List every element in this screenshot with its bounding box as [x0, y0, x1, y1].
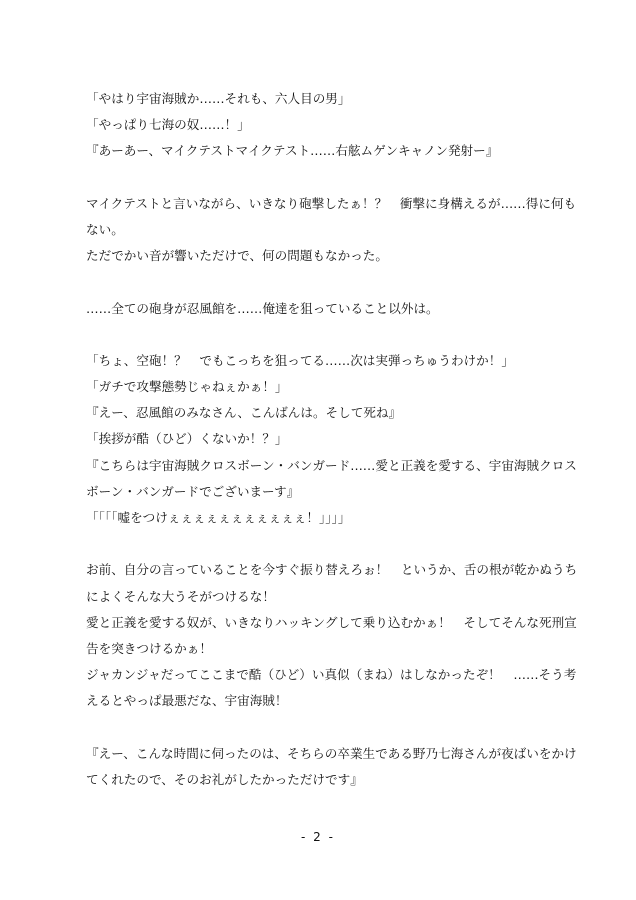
body-text [86, 86, 578, 793]
text-line: 『こちらは宇宙海賊クロスボーン・バンガード……愛と正義を愛する、宇宙海賊クロス [86, 457, 577, 473]
blank-line [86, 715, 556, 741]
text-line: 愛と正義を愛する奴が、いきなりハッキングして乗り込むかぁ！ そしてそんな死刑宣 [86, 614, 577, 630]
text-line: てくれたので、そのお礼がしたかっただけです』 [86, 771, 363, 787]
text-line: ただでかい音が響いただけで、何の問題もなかった。 [86, 248, 388, 264]
blank-line [86, 165, 556, 191]
blank-line [86, 322, 556, 348]
page-number: - 2 - [301, 830, 335, 844]
text-line: ない。 [86, 221, 124, 237]
text-line: 「ちょ、空砲！？ でもこっちを狙ってる……次は実弾っちゅうわけか！」 [86, 352, 514, 368]
text-line: 『えー、忍風館のみなさん、こんばんは。そして死ね』 [86, 405, 402, 421]
text-line: 『えー、こんな時間に伺ったのは、そちらの卒業生である野乃七海さんが夜ばいをかけ [86, 745, 577, 761]
text-line: 「「「「嘘をつけぇぇぇぇぇぇぇぇぇぇぇ！」」」」 [86, 510, 351, 525]
text-line: 「ガチで攻撃態勢じゃねぇかぁ！」 [86, 379, 288, 395]
text-line: ジャカンジャだってここまで酷（ひど）い真似（まね）はしなかったぞ！ ……そう考 [86, 667, 577, 683]
text-line: ボーン・バンガードでございまーす』 [86, 483, 300, 499]
text-line: えるとやっぱ最悪だな、宇宙海賊！ [86, 693, 288, 709]
text-line: 「やっぱり七海の奴……！」 [86, 117, 250, 133]
text-line: によくそんな大うそがつけるな！ [86, 588, 275, 604]
text-line: 「やはり宇宙海賊か……それも、六人目の男」 [86, 91, 351, 106]
text-line: ……全ての砲身が忍風館を……俺達を狙っていること以外は。 [86, 300, 439, 316]
text-line: お前、自分の言っていることを今すぐ振り替えろぉ！ というか、舌の根が乾かぬうち [86, 562, 578, 578]
text-line: マイクテストと言いながら、いきなり砲撃したぁ！？ 衝撃に身構えるが……得に何も [86, 195, 577, 211]
text-line: 『あーあー、マイクテストマイクテスト……右舷ムゲンキャノン発射ー』 [86, 143, 499, 159]
blank-line [86, 531, 556, 557]
text-line: 告を突きつけるかぁ！ [86, 640, 212, 656]
blank-line [86, 269, 556, 295]
text-line: 「挨拶が酷（ひど）くないか！？」 [86, 431, 288, 447]
